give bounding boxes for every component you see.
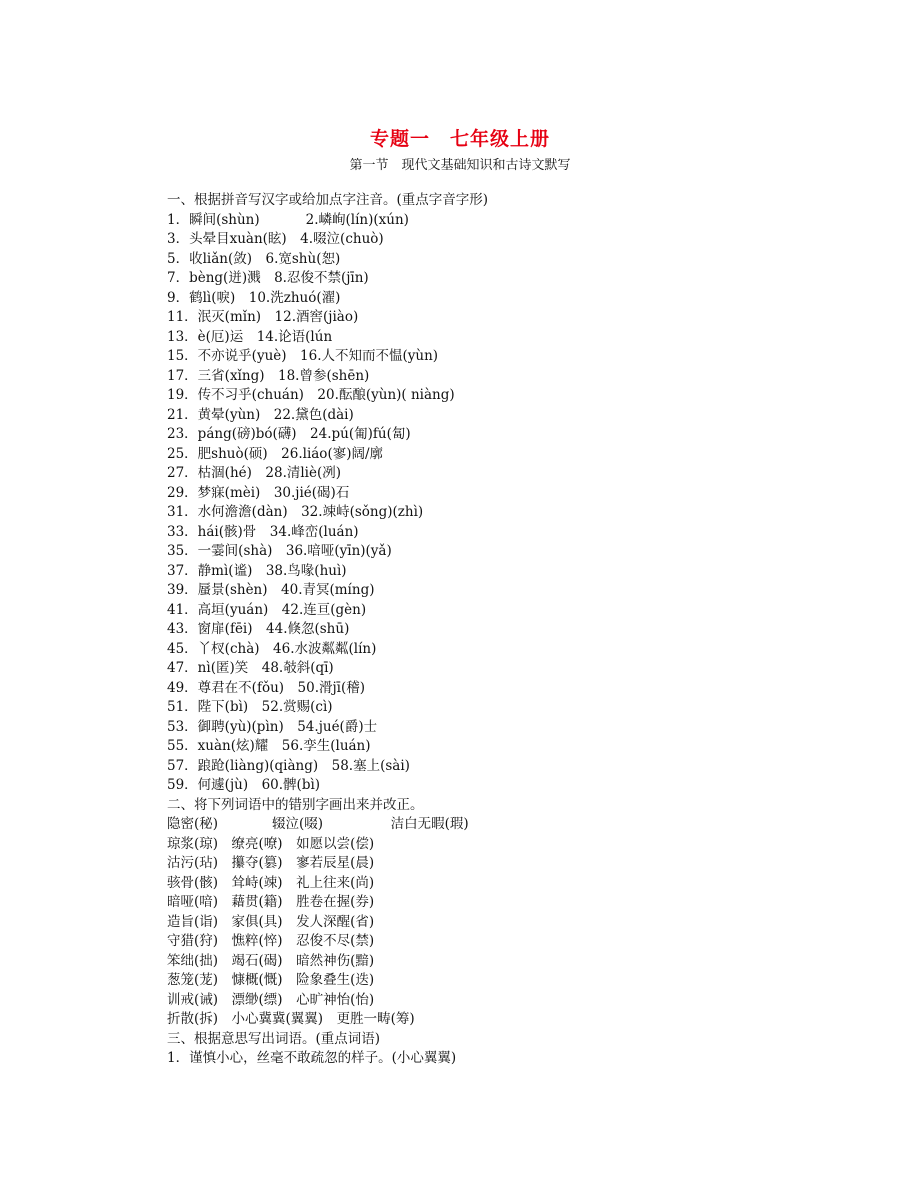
- text-line: 29．梦寐(mèi) 30.jié(碣)石: [167, 484, 350, 501]
- text-line: 49．尊君在不(fǒu) 50.滑jī(稽): [167, 679, 366, 696]
- text-line: 5．收liǎn(敛) 6.宽shù(恕): [167, 250, 341, 267]
- text-line: 45．丫杈(chà) 46.水波粼粼(lín): [167, 640, 377, 657]
- text-line: 3．头晕目xuàn(眩) 4.啜泣(chuò): [167, 231, 384, 247]
- text-line: 暗哑(喑) 藉贯(籍) 胜卷在握(券): [167, 894, 375, 910]
- text-line: 31．水何澹澹(dàn) 32.竦峙(sǒng)(zhì): [167, 504, 424, 520]
- section-subtitle: 第一节 现代文基础知识和古诗文默写: [349, 158, 571, 173]
- text-line: 51．陛下(bì) 52.赏赐(cì): [167, 699, 333, 715]
- text-line: 7．bèng(迸)溅 8.忍俊不禁(jīn): [167, 270, 369, 286]
- text-line: 23．páng(磅)bó(礴) 24.pú(匍)fú(匐): [167, 426, 411, 442]
- text-line: 39．蜃景(shèn) 40.青冥(míng): [167, 582, 375, 598]
- text-line: 1．瞬间(shùn) 2.嶙峋(lín)(xún): [167, 211, 409, 228]
- text-line: 守猎(狩) 憔粹(悴) 忍俊不尽(禁): [167, 933, 375, 949]
- text-line: 骇骨(骸) 耸峙(竦) 礼上往来(尚): [167, 874, 375, 891]
- text-line: 53．御聘(yù)(pìn) 54.jué(爵)士: [167, 718, 378, 735]
- text-line: 沽污(玷) 攥夺(篡) 寥若辰星(晨): [167, 855, 375, 871]
- text-line: 35．一霎间(shà) 36.喑哑(yīn)(yǎ): [167, 543, 392, 559]
- text-line: 17．三省(xǐng) 18.曾参(shēn): [167, 367, 370, 384]
- text-line: 1．谨慎小心，丝毫不敢疏忽的样子。(小心翼翼): [167, 1050, 457, 1066]
- text-line: 43．窗扉(fēi) 44.倏忽(shū): [167, 621, 350, 637]
- section-heading: 二、将下列词语中的错别字画出来并改正。: [167, 796, 424, 813]
- text-line: 57．踉跄(liàng)(qiàng) 58.塞上(sài): [167, 757, 410, 774]
- text-line: 33．hái(骸)骨 34.峰峦(luán): [167, 523, 359, 540]
- text-line: 造旨(诣) 家俱(具) 发人深醒(省): [167, 913, 375, 930]
- text-line: 21．黄晕(yùn) 22.黛色(dài): [167, 406, 354, 423]
- text-line: 27．枯涸(hé) 28.清liè(冽): [167, 465, 342, 481]
- text-line: 47．nì(匿)笑 48.攲斜(qī): [167, 660, 334, 676]
- text-line: 9．鹤lì(唳) 10.洗zhuó(濯): [167, 289, 341, 306]
- text-line: 11．泯灭(mǐn) 12.酒窖(jiào): [167, 309, 359, 325]
- text-line: 59．何遽(jù) 60.髀(bì): [167, 777, 321, 793]
- text-line: 隐密(秘) 辍泣(啜) 洁白无暇(瑕): [167, 816, 469, 832]
- text-line: 15．不亦说乎(yuè) 16.人不知而不愠(yùn): [167, 348, 439, 364]
- document-body: [167, 191, 867, 1069]
- page-title: 专题一 七年级上册: [369, 128, 550, 150]
- text-line: 55．xuàn(炫)耀 56.孪生(luán): [167, 738, 371, 754]
- text-line: 37．静mì(谧) 38.鸟喙(huì): [167, 562, 347, 579]
- text-line: 19．传不习乎(chuán) 20.酝酿(yùn)( niàng): [167, 387, 455, 403]
- text-line: 葱笼(茏) 慷概(慨) 险象叠生(迭): [167, 972, 375, 988]
- section-heading: 三、根据意思写出词语。(重点词语): [167, 1030, 381, 1047]
- text-line: 笨绌(拙) 竭石(碣) 暗然神伤(黯): [167, 952, 375, 969]
- text-line: 41．高垣(yuán) 42.连亘(gèn): [167, 601, 367, 618]
- text-line: 折散(拆) 小心冀冀(翼翼) 更胜一畴(筹): [167, 1011, 415, 1027]
- text-line: 训戒(诫) 漂缈(缥) 心旷神怡(怡): [167, 991, 375, 1008]
- text-line: 13．è(厄)运 14.论语(lún: [167, 328, 333, 345]
- section-heading: 一、根据拼音写汉字或给加点字注音。(重点字音字形): [167, 192, 489, 208]
- text-line: 琼浆(琼) 缭亮(嘹) 如愿以尝(偿): [167, 835, 375, 852]
- text-line: 25．肥shuò(硕) 26.liáo(寥)阔/廓: [167, 445, 384, 462]
